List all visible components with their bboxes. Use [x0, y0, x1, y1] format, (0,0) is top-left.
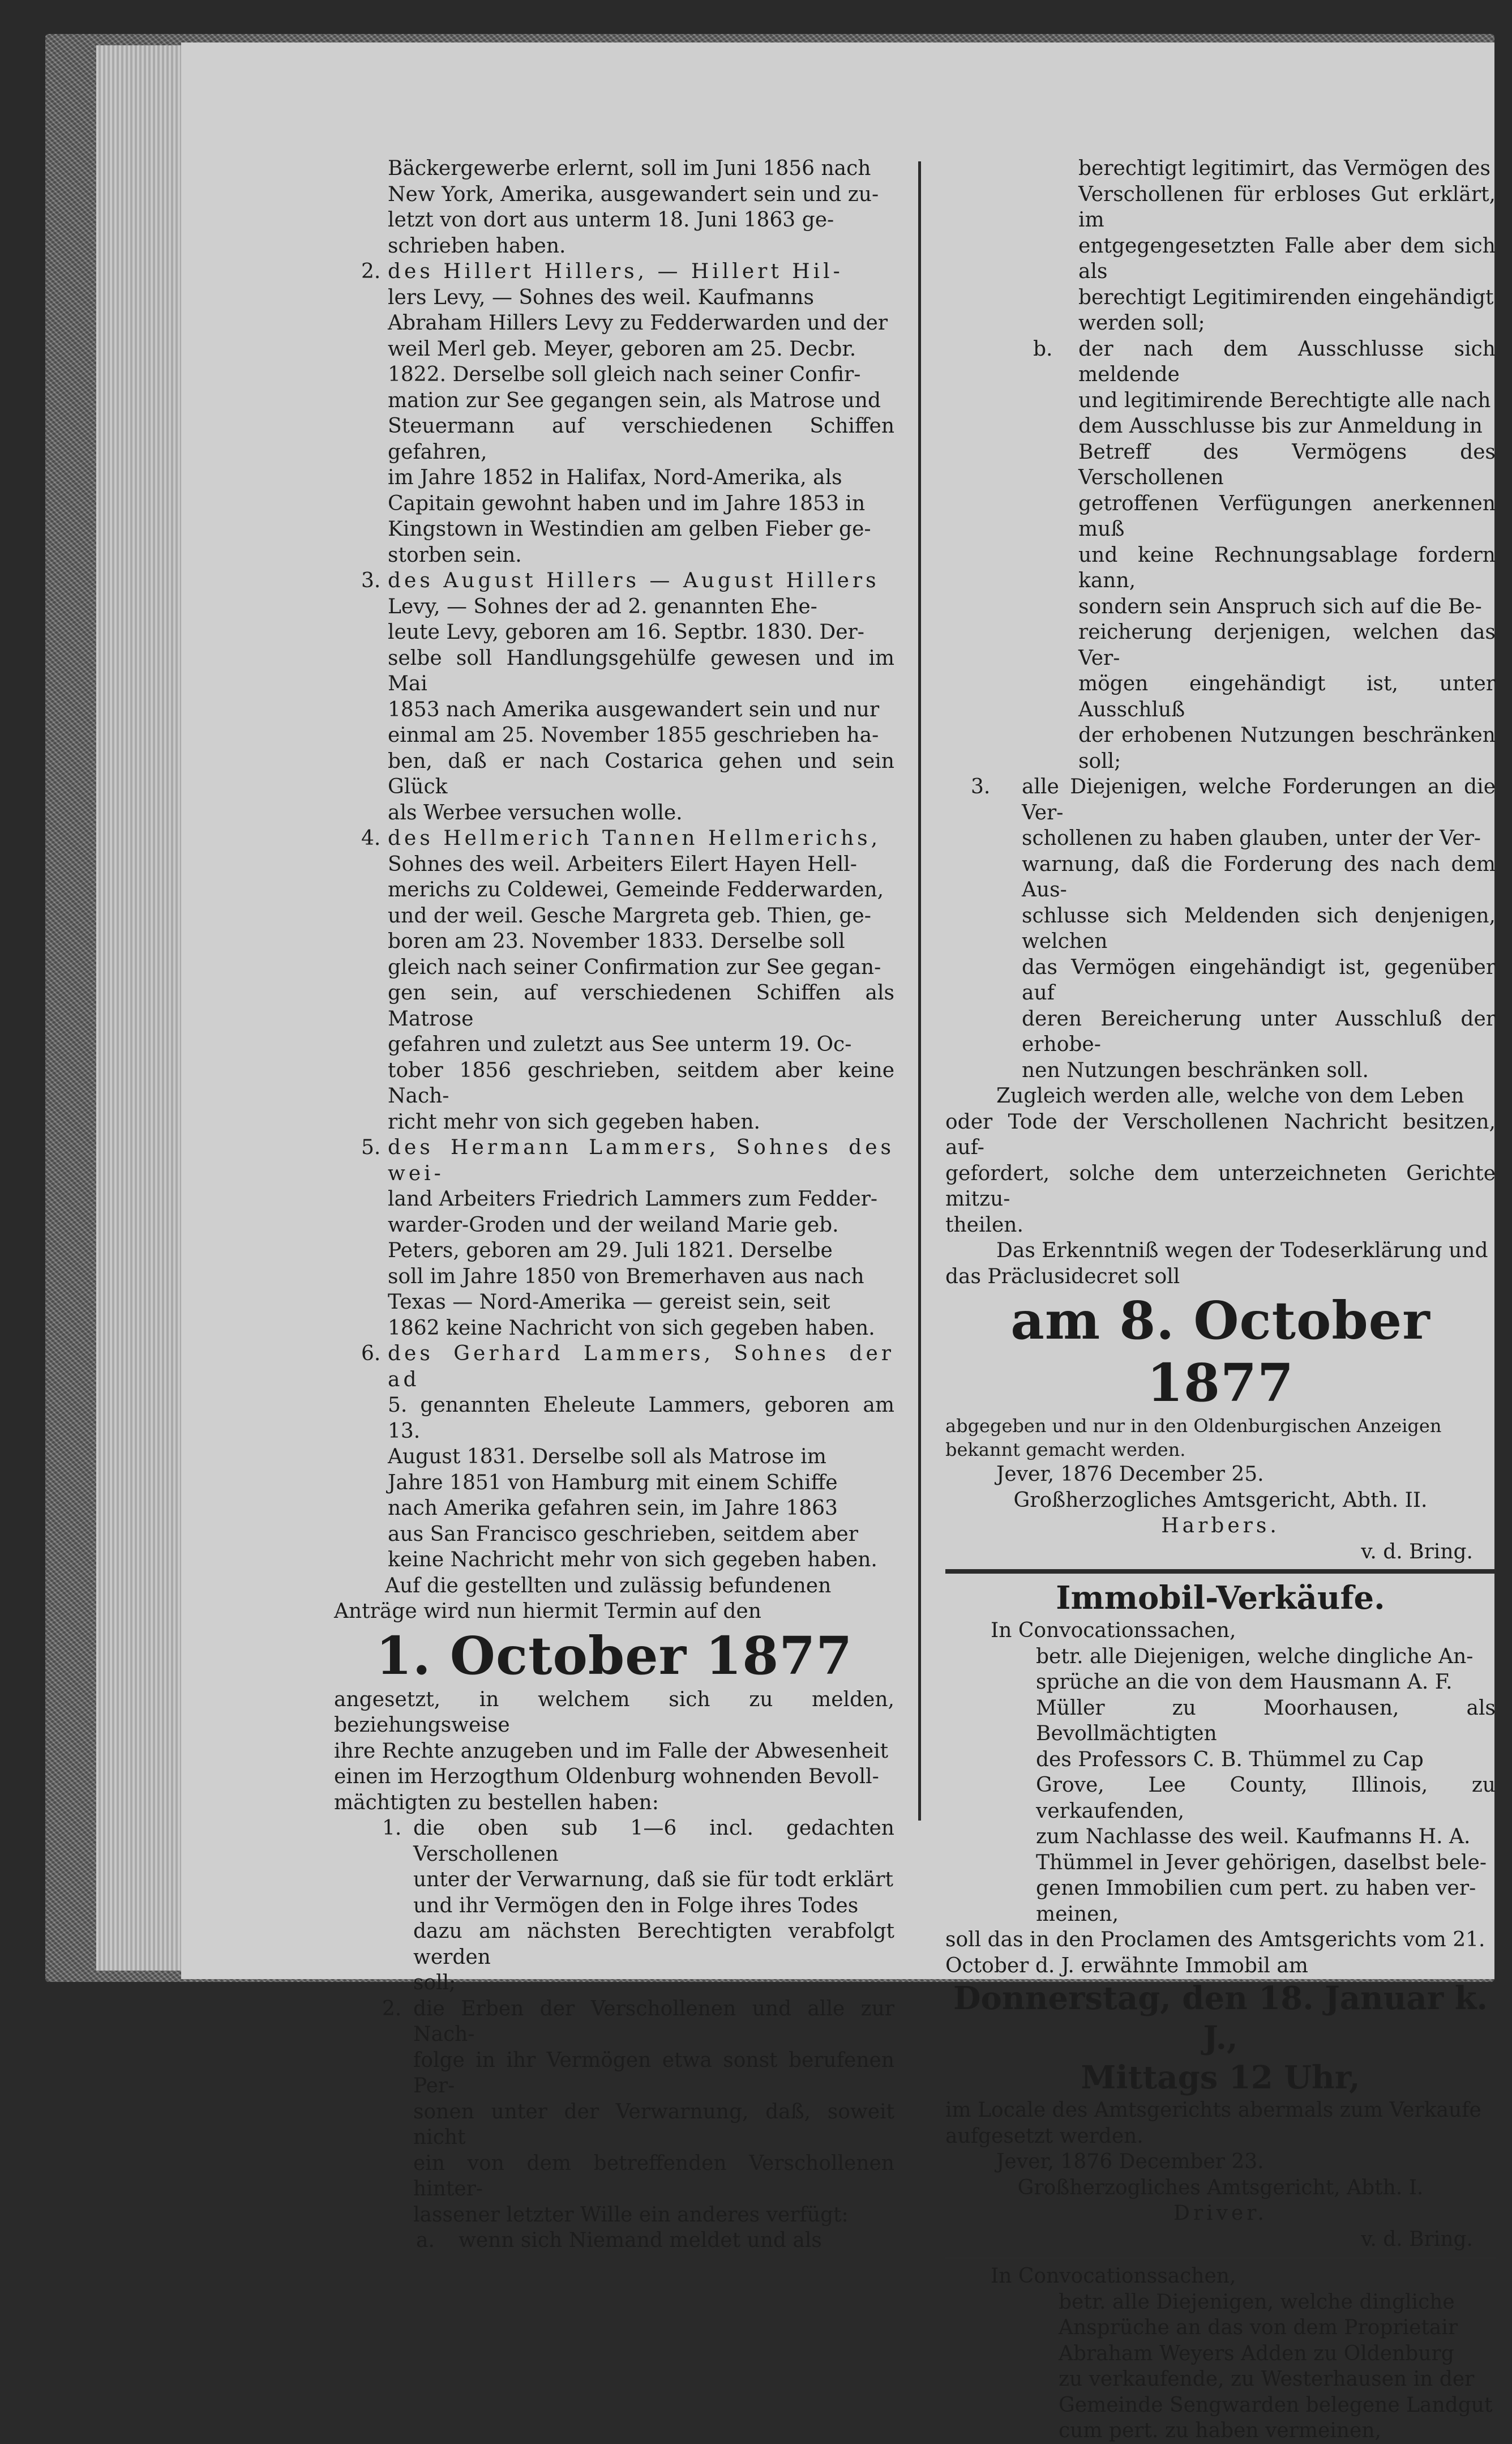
signer-name: Driver. [1173, 2202, 1267, 2225]
court-name: Großherzogliches Amtsgericht, Abth. II. [1013, 1488, 1428, 1512]
text-line: lassener letzter Wille ein anderes verfügt: [413, 2203, 849, 2227]
text-line: betr. alle Diejenigen, welche dingliche [1059, 2290, 1455, 2314]
text-line: leute Levy, geboren am 16. Septbr. 1830. Der- [388, 621, 864, 644]
text-line: der erhobenen Nutzungen beschränken soll; [1078, 724, 1496, 773]
text-line: gleich nach seiner Confirmation zur See gegan- [388, 955, 881, 979]
text-line: Levy, — Sohnes der ad 2. genannten Ehe- [388, 595, 817, 618]
text-line: storben sein. [388, 543, 522, 567]
zugleich-paragraph [945, 1083, 1496, 1238]
text-line: einen im Herzogthum Oldenburg wohnenden Bevoll- [334, 1765, 879, 1788]
text-line: angesetzt, in welchem sich zu melden, beziehungsweise [334, 1687, 894, 1737]
list-item-3 [334, 568, 894, 826]
text-line: richt mehr von sich gegeben haben. [388, 1110, 760, 1134]
text-line: des Professors C. B. Thümmel zu Cap [1036, 1747, 1424, 1771]
page-edges [96, 45, 187, 1971]
text-line: unter der Verwarnung, daß sie für todt erklärt [413, 1868, 893, 1891]
text-line: boren am 23. November 1833. Derselbe soll [388, 930, 845, 953]
text-line: Capitain gewohnt haben und im Jahre 1853 in [388, 492, 866, 515]
text-line: genen Immobilien cum pert. zu haben ver- [1036, 1877, 1476, 1900]
item-number: 2. [382, 1997, 402, 2020]
text-line: 1862 keine Nachricht von sich gegeben haben. [388, 1316, 875, 1340]
text-line: alle Diejenigen, welche Forderungen an die Ver- [1022, 775, 1496, 824]
text-line: sprüche an die von dem Hausmann A. F. [1036, 1670, 1453, 1694]
text-line: mation zur See gegangen sein, als Matrose und [388, 388, 881, 412]
text-line: wenn sich Niemand meldet und als [459, 2229, 822, 2252]
convocation-heading: In Convocationssachen, [991, 1619, 1236, 1642]
text-line: aufgesetzt werden. [945, 2124, 1143, 2148]
convocation-heading: In Convocationssachen, [991, 2264, 1236, 2288]
intro-paragraph [334, 156, 894, 259]
text-line: Das Erkenntniß wegen der Todeserklärung und [996, 1239, 1488, 1262]
text-line: lers Levy, — Sohnes des weil. Kaufmanns [388, 285, 814, 309]
item-number: 1. [382, 1817, 402, 1840]
text-line: gefahren und zuletzt aus See unterm 19. Oc- [388, 1033, 852, 1056]
text-line: mächtigten zu bestellen haben: [334, 1791, 659, 1814]
clerk-name: v. d. Bring. [1361, 2227, 1473, 2251]
text-line: gefordert, solche dem unterzeichneten Gerichte mitzu- [945, 1161, 1496, 1211]
text-line: Abraham Weyers Adden zu Oldenburg [1059, 2342, 1454, 2365]
text-line: sonen unter der Verwarnung, daß, soweit nicht [413, 2100, 894, 2149]
text-line: das Vermögen eingehändigt ist, gegenüber auf [1022, 955, 1496, 1005]
text-line: ihre Rechte anzugeben und im Falle der Abwesenheit [334, 1739, 889, 1763]
abgegeben-paragraph [945, 1414, 1496, 1462]
text-line: entgegengesetzten Falle aber dem sich als [1078, 234, 1496, 283]
text-line: die Erben der Verschollenen und alle zur Nach- [413, 1997, 894, 2046]
antraege-paragraph [334, 1573, 894, 1625]
text-line: reicherung derjenigen, welchen das Ver- [1078, 621, 1496, 670]
text-line: New York, Amerika, ausgewandert sein und zu- [388, 182, 879, 206]
text-line: letzt von dort aus unterm 18. Juni 1863 ge- [388, 208, 834, 232]
list-item-6 [334, 1341, 894, 1573]
right-column [945, 156, 1496, 2444]
text-line: als Werbee versuchen wolle. [388, 801, 683, 824]
text-line: soll; [413, 1971, 456, 1994]
left-column [334, 156, 894, 2254]
text-line: 5. genannten Eheleute Lammers, geboren am 13. [388, 1394, 894, 1443]
text-line: aus San Francisco geschrieben, seitdem aber [388, 1522, 858, 1546]
text-line: Texas — Nord-Amerika — gereist sein, seit [388, 1291, 830, 1314]
place-date: Jever, 1876 December 23. [996, 2150, 1264, 2173]
text-line: weil Merl geb. Meyer, geboren am 25. Decbr. [388, 337, 856, 361]
text-line: Anträge wird nun hiermit Termin auf den [334, 1600, 761, 1623]
text-line: Kingstown in Westindien am gelben Fieber ge- [388, 518, 871, 541]
text-line: berechtigt legitimirt, das Vermögen des [1078, 157, 1490, 180]
text-line: ein von dem betreffenden Verschollenen hinter- [413, 2151, 894, 2201]
text-line: ben, daß er nach Costarica gehen und sein Glück [388, 749, 894, 798]
section-heading: Immobil-Verkäufe. [1056, 1579, 1385, 1617]
text-line: dem Ausschlusse bis zur Anmeldung in [1078, 415, 1483, 438]
court-name: Großherzogliches Amtsgericht, Abth. I. [1017, 2176, 1424, 2199]
text-line: dazu am nächsten Berechtigten verabfolgt werden [413, 1920, 894, 1969]
text-line: bekannt gemacht werden. [945, 1439, 1186, 1460]
text-line: soll das in den Proclamen des Amtsgerichts vom 21. [945, 1928, 1485, 1951]
item-number: 4. [361, 827, 381, 850]
summons-item-1 [334, 1815, 894, 1996]
text-line: 1822. Derselbe soll gleich nach seiner Confir- [388, 363, 861, 386]
locale-paragraph [945, 2097, 1496, 2149]
summons-paragraph [334, 1687, 894, 1816]
decree-date-heading: am 8. October 1877 [1010, 1290, 1430, 1413]
item-number: 3. [361, 569, 381, 592]
text-line: October d. J. erwähnte Immobil am [945, 1954, 1308, 1977]
list-item-4 [334, 826, 894, 1135]
text-line: betr. alle Diejenigen, welche dingliche An- [1036, 1644, 1474, 1668]
text-line: Abraham Hillers Levy zu Fedderwarden und der [388, 311, 888, 335]
section-rule [945, 2257, 1496, 2259]
text-line: mögen eingehändigt ist, unter Ausschluß [1078, 672, 1496, 721]
text-line: Steuermann auf verschiedenen Schiffen gefahren, [388, 415, 894, 464]
text-line: Verschollenen für erbloses Gut erklärt, im [1078, 182, 1496, 232]
text-line: cum pert. zu haben vermeinen, [1059, 2419, 1381, 2442]
text-line: Auf die gestellten und zulässig befundenen [385, 1574, 832, 1597]
text-line: deren Bereicherung unter Ausschluß der erhobe- [1022, 1007, 1496, 1056]
item-number: a. [416, 2229, 435, 2252]
text-line: zu verkaufende, zu Westerhausen in der [1059, 2368, 1475, 2391]
text-line: gen sein, auf verschiedenen Schiffen als Matrose [388, 981, 894, 1031]
item-number: 6. [361, 1342, 381, 1365]
text-line: des Gerhard Lammers, Sohnes der ad [388, 1342, 894, 1391]
text-line: nen Nutzungen beschränken soll. [1022, 1058, 1369, 1082]
text-line: oder Tode der Verschollenen Nachricht besitzen, auf- [945, 1110, 1496, 1159]
auction-time: Mittags 12 Uhr, [1081, 2059, 1360, 2096]
term-date-heading: 1. October 1877 [375, 1625, 853, 1686]
text-line: schlusse sich Meldenden sich denjenigen, welchen [1022, 904, 1496, 953]
list-item-2 [334, 259, 894, 568]
text-line: einmal am 25. November 1855 geschrieben ha- [388, 724, 879, 747]
text-line: berechtigt Legitimirenden eingehändigt [1078, 285, 1494, 309]
text-line: Betreff des Vermögens des Verschollenen [1078, 440, 1496, 489]
signer-name: Harbers. [1161, 1514, 1280, 1537]
text-line: Müller zu Moorhausen, als Bevollmächtigten [1036, 1696, 1496, 1745]
text-line: des August Hillers — August Hillers [388, 569, 880, 592]
soll-paragraph [945, 1927, 1496, 1979]
text-line: meinen, [1036, 1902, 1119, 1926]
summons-item-3 [945, 774, 1496, 1083]
text-line: Peters, geboren am 29. Juli 1821. Derselbe [388, 1239, 833, 1262]
list-item-5 [334, 1135, 894, 1341]
subitem-a-continuation [945, 156, 1496, 336]
item-number: 3. [971, 775, 991, 798]
text-line: keine Nachricht mehr von sich gegeben haben. [388, 1548, 877, 1571]
text-line: im Jahre 1852 in Halifax, Nord-Amerika, als [388, 466, 842, 489]
text-line: theilen. [945, 1213, 1023, 1237]
text-line: des Hermann Lammers, Sohnes des wei- [388, 1136, 894, 1185]
text-line: sondern sein Anspruch sich auf die Be- [1078, 595, 1482, 618]
text-line: und legitimirende Berechtigte alle nach [1078, 388, 1491, 412]
betr-paragraph-1 [945, 1644, 1496, 1928]
item-number: 2. [361, 260, 381, 283]
text-line: der nach dem Ausschlusse sich meldende [1078, 337, 1496, 386]
text-line: soll im Jahre 1850 von Bremerhaven aus nach [388, 1264, 864, 1288]
place-date: Jever, 1876 December 25. [996, 1463, 1264, 1486]
text-line: selbe soll Handlungsgehülfe gewesen und im Mai [388, 646, 894, 695]
text-line: des Hellmerich Tannen Hellmerichs, [388, 827, 881, 850]
text-line: warder-Groden und der weiland Marie geb. [388, 1213, 839, 1237]
text-line: Sohnes des weil. Arbeiters Eilert Hayen Hell- [388, 852, 857, 876]
betr-paragraph-2 [945, 2289, 1496, 2444]
summons-item-2 [334, 1996, 894, 2228]
text-line: warnung, daß die Forderung des nach dem Aus- [1022, 852, 1496, 901]
text-line: Zugleich werden alle, welche von dem Leben [996, 1084, 1464, 1108]
text-line: abgegeben und nur in den Oldenburgischen Anzeigen [945, 1415, 1442, 1437]
text-line: die oben sub 1—6 incl. gedachten Verschollenen [413, 1817, 894, 1866]
text-line: August 1831. Derselbe soll als Matrose im [388, 1445, 826, 1468]
text-line: nach Amerika gefahren sein, im Jahre 1863 [388, 1497, 838, 1520]
summons-subitem-a [334, 2228, 894, 2254]
text-line: Ansprüche an das von dem Proprietair [1059, 2316, 1458, 2339]
text-line: schrieben haben. [388, 234, 566, 258]
summons-subitem-b [945, 336, 1496, 775]
text-line: im Locale des Amtsgerichts abermals zum Verkaufe [945, 2099, 1481, 2122]
text-line: und der weil. Gesche Margreta geb. Thien, ge- [388, 904, 871, 928]
item-number: b. [1033, 337, 1053, 361]
text-line: Jahre 1851 von Hamburg mit einem Schiffe [388, 1471, 838, 1494]
text-line: zum Nachlasse des weil. Kaufmanns H. A. [1036, 1825, 1471, 1848]
erkenntniss-paragraph [945, 1238, 1496, 1289]
text-line: tober 1856 geschrieben, seitdem aber keine Nach- [388, 1058, 894, 1108]
text-line: 1853 nach Amerika ausgewandert sein und nur [388, 698, 880, 721]
text-line: land Arbeiters Friedrich Lammers zum Fedder- [388, 1187, 878, 1211]
text-line: Thümmel in Jever gehörigen, daselbst bele- [1036, 1851, 1487, 1874]
text-line: folge in ihr Vermögen etwa sonst berufenen Per- [413, 2048, 894, 2097]
text-line: das Präclusidecret soll [945, 1264, 1180, 1288]
text-line: merichs zu Coldewei, Gemeinde Fedderwarden, [388, 878, 884, 901]
text-line: und ihr Vermögen den in Folge ihres Todes [413, 1894, 859, 1917]
item-number: 5. [361, 1136, 381, 1159]
section-rule [945, 1569, 1496, 1574]
text-line: schollenen zu haben glauben, unter der Ver- [1022, 827, 1481, 850]
text-line: Bäckergewerbe erlernt, soll im Juni 1856 nach [388, 157, 871, 180]
text-line: und keine Rechnungsablage fordern kann, [1078, 543, 1496, 592]
column-divider [918, 161, 921, 1821]
clerk-name: v. d. Bring. [1361, 1540, 1473, 1563]
text-line: Grove, Lee County, Illinois, zu verkaufenden, [1036, 1774, 1496, 1823]
text-line: getroffenen Verfügungen anerkennen muß [1078, 492, 1496, 541]
auction-date: Donnerstag, den 18. Januar k. J., [953, 1980, 1488, 2057]
text-line: Gemeinde Sengwarden belegene Landgut [1059, 2393, 1493, 2417]
text-line: werden soll; [1078, 311, 1205, 335]
text-line: des Hillert Hillers, — Hillert Hil- [388, 260, 843, 283]
